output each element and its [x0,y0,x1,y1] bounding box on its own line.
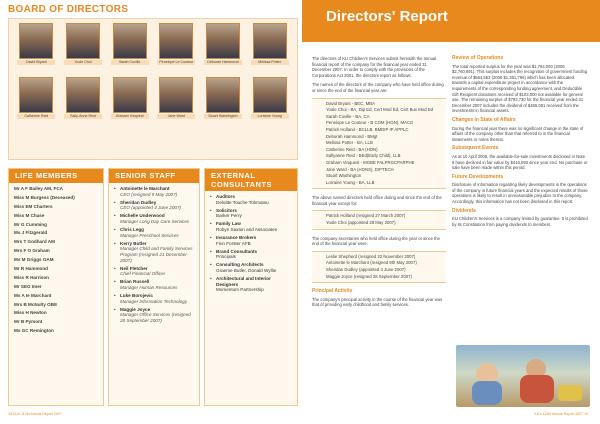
board-title: BOARD OF DIRECTORS [8,4,129,15]
director-name: David Bryant [17,60,55,65]
secretaries-intro: The company secretaries who held office during the year or since the end of the financial year were: [312,235,440,247]
life-member: Miss M Chase [14,212,45,218]
directors-item: Yoole Choi - BA, Dip Ed, Cert Mod Ed, Cert Bus Mod Ed [326,107,434,113]
footer-right: KU's 112th Annual Report 2007 19 [534,412,588,416]
bullet-icon: • [114,199,116,205]
consultant-item [210,194,292,205]
bullet-icon: • [210,194,212,199]
staff-entry [120,307,194,324]
consultant-category: Brand Consultants [216,248,258,254]
staff-role: Manager Office Services (resigned 28 September 2007) [120,312,191,323]
life-member: Ms M Griggs OAM [14,257,54,263]
secretaries-item: Maggie Joyce (resigned 28 September 2007) [326,273,412,279]
consultant-item [210,208,292,219]
principal-text: The company's principal activity in the course of the financial year was that of providing early childhood and family services. [312,296,443,308]
staff-item [114,213,194,224]
bullet-icon: • [114,306,116,312]
staff-name: Neil Fletcher [120,265,148,271]
bullet-icon: • [210,207,212,213]
staff-entry [120,200,181,211]
except-list [312,210,446,229]
director-name: Sally-Anne Reid [64,114,102,119]
life-member: Mrs B McNulty OBE [14,301,58,307]
consultant-name: Robyn Saxton and Associates [216,226,278,232]
secretaries-item: Sheridan Dudley (appointed 4 June 2007) [326,267,406,273]
directors-item: Patrick Holland - BCLLB, BMDIP IP APPLC [326,126,409,132]
life-members-title: LIFE MEMBERS [9,169,103,183]
life-member: Mr B Pymont [14,319,43,325]
secretaries-item: Leslie Shepherd (resigned 22 November 2007) [326,253,416,259]
director-name: Graham Vinquest [111,114,149,119]
life-members-list [9,183,103,340]
directors-item: Lorraine Young - BA, LLB [326,179,375,185]
report-column-1 [312,56,446,308]
bullet-icon: • [114,240,116,246]
staff-role: Manager Child and Family Services Program (resigned 21 December 2007) [120,246,193,263]
director-photo [253,23,287,59]
senior-staff-panel [108,168,200,406]
subsequent-text: As at 10 April 2008, the available-for-sale investments disclosed in Note 8 have declined in fair value by $416,593 since year end. No purchase or sale have been made within this period. [452,153,588,171]
director-photo-card [64,23,102,65]
director-name: Stuart Washington [204,114,242,119]
staff-entry [120,213,189,224]
staff-name: Luke Borojevic [120,293,153,298]
staff-name: Kerry Butler [120,240,147,246]
consultant-item [210,262,292,273]
footer-left: 18 KU's 112th Annual Report 2007 [8,412,62,416]
board-row-2 [9,73,297,119]
external-consultants-list [205,191,297,298]
names-intro: The names of the directors of the company who have held office during or since the end of the financial year are: [312,82,444,93]
bullet-icon: • [210,248,212,254]
consultant-name: Barker Perry [216,213,242,219]
directors-item: Sallyanne Reid - BEd(Early Child), LLB [326,153,401,159]
directors-item: Catherine Reid - BA (HON) [326,146,378,152]
staff-item [114,200,194,211]
dividends-text: KU Children's Services is a company limited by guarantee. It is prohibited by its Constitution from paying dividends to members. [452,216,588,227]
consultant-category: Architectural and Interior Designers [216,276,271,287]
director-photo-card [251,23,289,65]
life-member: Mrs T Godhard AM [14,239,55,245]
principal-title: Principal Activity [312,288,353,295]
director-name: Sarah Coville [111,60,149,65]
consultant-entry [216,221,277,232]
except-item: Patrick Holland (resigned 27 March 2007) [326,213,406,219]
consultant-category: Solicitors [216,207,237,213]
bullet-icon: • [210,221,212,227]
life-member: Mr R Hammond [14,266,48,272]
staff-role: Manager Human Resources [120,284,178,290]
director-photo [159,23,193,59]
staff-role: Manager Information Technology [120,298,187,304]
staff-entry [120,293,187,304]
staff-name: Antoinette le Marchant [120,186,170,191]
staff-entry [120,266,165,277]
future-title: Future Developments [452,173,504,180]
children-photo [456,345,590,407]
directors-item: Sarah Coville - BA, CA [326,113,370,119]
staff-item [114,293,194,304]
staff-entry [120,279,177,290]
director-photo [19,77,53,113]
secretaries-item: Antoinette le Marchant (resigned 9th May 2007) [326,260,417,266]
intro-text: The directors of KU Children's Services submit herewith the annual financial report of the company for the financial year ended 31 December 2007. In order to comply with the provisions of the Corporations Act 2001, the directors report as follows: [312,56,437,78]
directors-item: Jane Ward - BA (HONS), DIPTECH [326,166,394,172]
dividends-title: Dividends [452,207,476,214]
director-photo [19,23,53,59]
consultant-item [210,235,292,246]
consultant-entry [216,194,269,205]
consultant-name: Deloitte Touche Tohmatsu [216,199,269,205]
consultant-name: Momentum Partnership [216,287,264,293]
staff-item [114,186,194,197]
consultant-entry [216,249,257,260]
director-photo-card [111,77,149,119]
directors-item: Deborah Hammond - BMgt [326,133,378,139]
directors-item: David Bryant - BEC, MBA [326,100,375,106]
consultant-entry [216,208,242,219]
director-photo [66,23,100,59]
consultant-entry [216,276,292,293]
staff-name: Sheridan Dudley [120,199,157,205]
staff-name: Brian Russell [120,279,150,285]
secretaries-list [312,251,446,283]
consultant-item [210,276,292,293]
life-member: Miss M Burgess (Deceased) [14,194,75,200]
directors-item: Stuart Washington [326,173,362,179]
life-members-panel [8,168,104,406]
directors-item: Graham Vinquest - MGBE FALPRGCPARPHE [326,159,415,165]
director-photo-card [204,23,242,65]
consultant-category: Insurance Brokers [216,235,257,241]
life-member: Mrs F O Graham [14,248,50,254]
subsequent-title: Subsequent Events [452,145,499,152]
staff-item [114,279,194,290]
director-photo [206,23,240,59]
staff-item [114,227,194,238]
bullet-icon: • [210,235,212,241]
life-member: Ms GC Remington [14,328,54,334]
director-name: Penelope Le Couteur [157,60,195,65]
life-member: Mr A F Bailey AM, FCA [14,186,64,191]
external-consultants-panel [204,168,298,406]
board-row-1 [9,19,297,65]
staff-item [114,307,194,324]
bullet-icon: • [210,276,212,282]
except-item: Yoole Choi (appointed 28 May 2007) [326,220,396,226]
director-name: Lorraine Young [251,114,289,119]
staff-name: Maggie Joyce [120,306,151,312]
bullet-icon: • [114,227,116,233]
changes-title: Changes in State of Affairs [452,116,516,123]
senior-staff-list [109,183,199,329]
senior-staff-title: SENIOR STAFF [109,169,199,183]
staff-role: CEO (appointed 4 June 2007) [120,205,182,211]
director-photo-card [17,77,55,119]
director-name: Deborah Hammond [204,60,242,65]
staff-item [114,241,194,263]
bullet-icon: • [114,186,116,191]
bullet-icon: • [114,279,116,285]
bullet-icon: • [210,262,212,268]
director-photo [66,77,100,113]
director-photo-card [204,77,242,119]
director-photo [253,77,287,113]
review-title: Review of Operations [452,55,504,61]
page-title: Directors' Report [326,8,448,25]
staff-role: Manager Preschool Services [120,232,179,238]
director-name: Melissa Potter [251,60,289,65]
consultant-name: Principals [216,254,236,260]
director-photo-card [17,23,55,65]
directors-item: Penelope Le Couteur - B COM (HON), MACG [326,120,414,126]
director-photo [206,77,240,113]
life-member: Miss R Harrison [14,274,49,280]
board-photo-grid [8,18,298,160]
life-member: Mr G Cumming [14,221,47,227]
report-column-2 [452,56,588,227]
director-photo-card [111,23,149,65]
director-name: Catherine Reid [17,114,55,119]
external-consultants-title: EXTERNAL CONSULTANTS [205,169,297,191]
future-text: Disclosure of information regarding likely developments in the operations of the company in future financial years and the expected results of those operations is likely to result in unreasonable prejudice to the company. Accordingly, this information has not been disclosed in this report. [452,182,588,205]
staff-name: Michelle Underwood [120,213,165,219]
director-photo-card [64,77,102,119]
staff-entry [120,241,194,263]
consultant-item [210,249,292,260]
life-member: Ms J Fitzgerald [14,230,48,236]
staff-name: Chris Legg [120,227,144,233]
life-member: Miss EM Charters [14,203,53,209]
director-photo [113,23,147,59]
bullet-icon: • [114,265,116,271]
life-member: Miss H Newton [14,310,47,316]
changes-text: During the financial year there was no significant change in the state of affairs of the company other than that referred to in the financial statements or notes thereto. [452,125,584,142]
staff-entry [120,227,179,238]
staff-entry [120,186,177,197]
staff-role: Chief Financial Officer [120,271,166,277]
review-text: The total reported surplus for the year was $1,764,000 (2006 $2,760,891). This surplus includes the recognition of government funding revenue of $564,553 (2006 $1,361,796) which has been allocated towards a capital expenditure project in accordance with the requirements of the corresponding funding agreement, and Deductible Gift Recipient donations received of $103,000 not available for general use. The remaining surplus of $793,730 for the financial year ended 31 December 2007 includes the dividend of $465,061 received from the investments in financial assets. [452,63,588,114]
director-photo-card [251,77,289,119]
director-photo [159,77,193,113]
consultant-category: Family Law [216,221,241,227]
director-name: Yoole Choi [64,60,102,65]
staff-item [114,266,194,277]
director-photo-card [157,77,195,119]
directors-item: Melissa Potter - BA, LLB [326,140,373,146]
staff-role: CEO (resigned 9 May 2007) [120,191,178,197]
consultant-entry [216,262,276,273]
held-office-text: The above named directors held office during and since the end of the financial year except for: [312,195,442,206]
consultant-name: Graeme Butler, Donald Wyllie [216,268,277,274]
consultant-category: Auditors [216,194,235,199]
bullet-icon: • [114,293,116,298]
life-member: Ms A Ie Marchant [14,292,52,298]
bullet-icon: • [114,213,116,219]
consultant-item [210,221,292,232]
consultant-entry [216,235,256,246]
staff-role: Manager Long Day Care Services [120,218,190,224]
director-photo-card [157,23,195,65]
director-name: Jane Ward [157,114,195,119]
consultant-category: Consulting Architects [216,262,264,268]
life-member: Mr SEG Imer [14,283,42,289]
directors-list [312,98,446,190]
consultant-name: Finn Forster AFB [216,240,251,246]
director-photo [113,77,147,113]
